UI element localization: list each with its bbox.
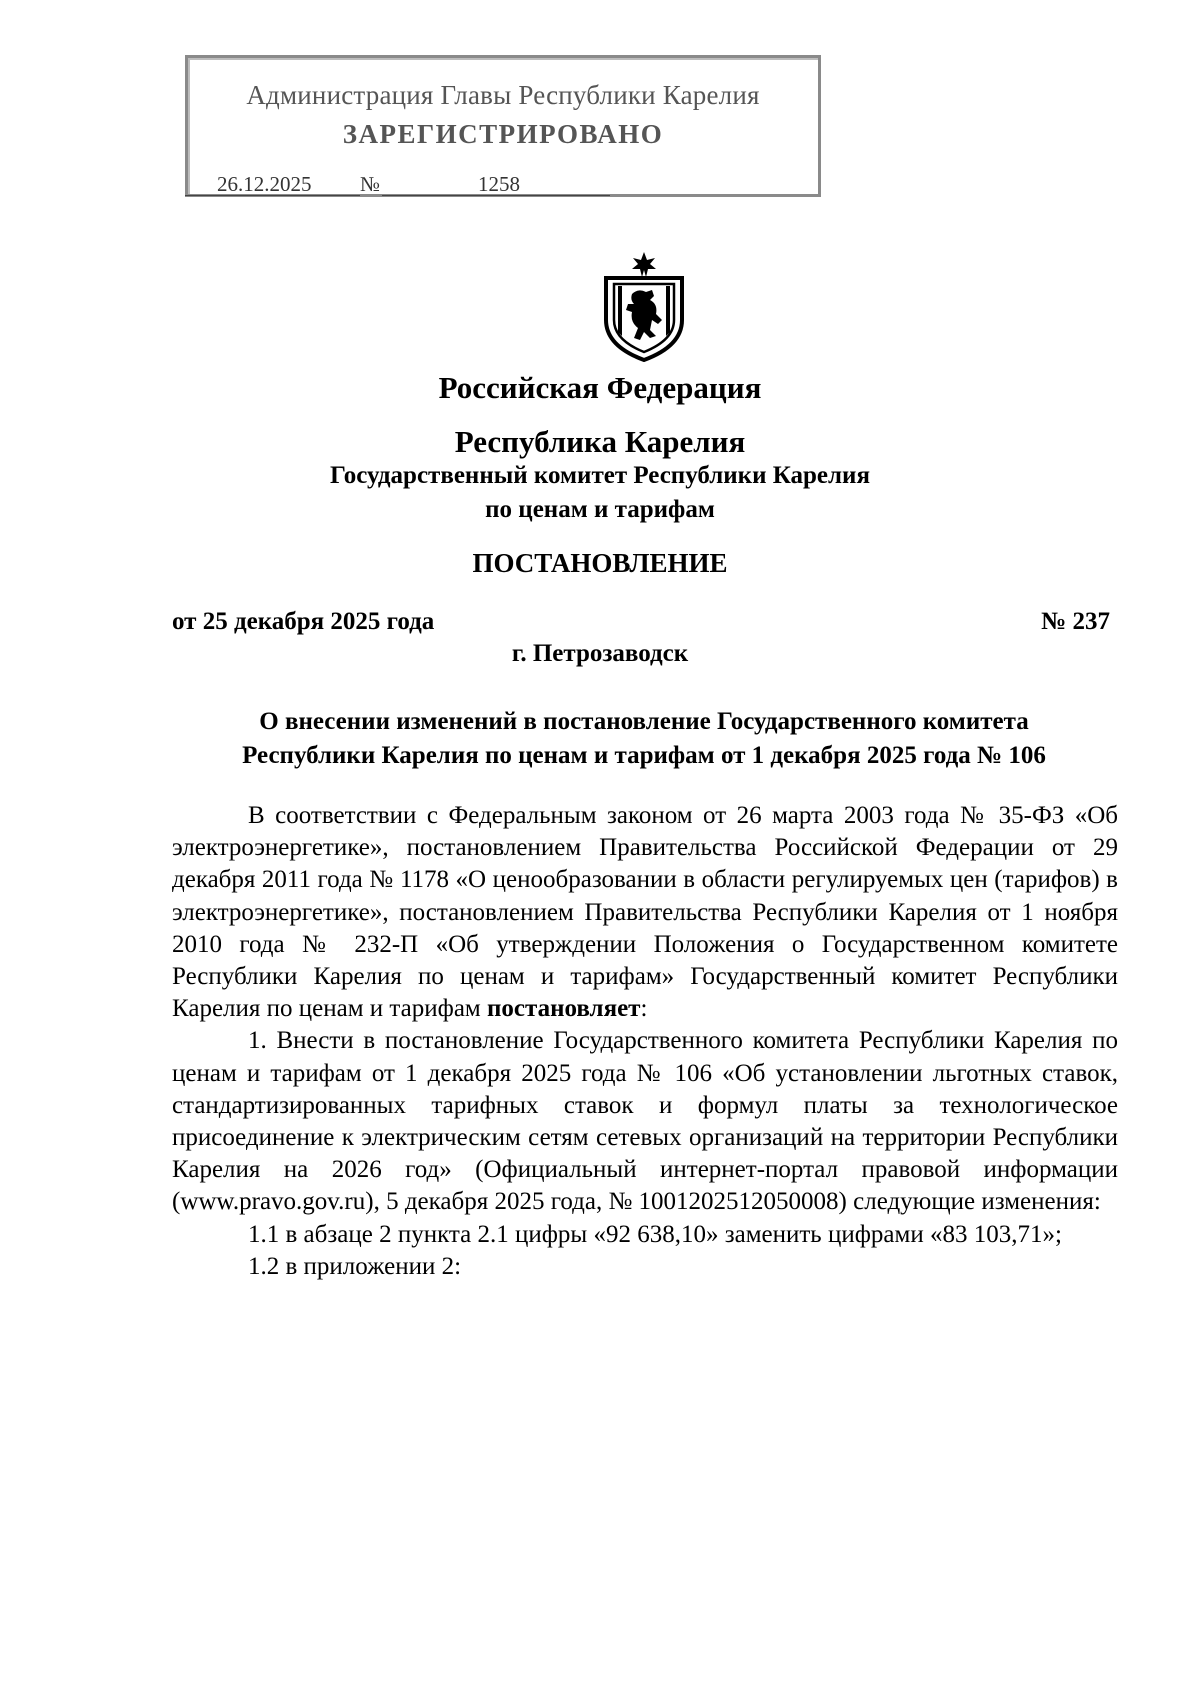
document-date: от 25 декабря 2025 года — [172, 608, 435, 635]
stamp-status: ЗАРЕГИСТРИРОВАНО — [342, 119, 664, 149]
region-title: Республика Карелия — [454, 424, 746, 459]
registration-date: 26.12.2025 — [185, 172, 360, 196]
document-number: № 237 — [1041, 608, 1110, 635]
document-subject — [160, 705, 1128, 773]
subject-line2: Республики Карелия по ценам и тарифам от 1 декабря 2025 года № 106 — [242, 742, 1046, 769]
document-body — [172, 800, 1118, 1283]
document-city: г. Петрозаводск — [511, 640, 689, 667]
committee-title-line1: Государственный комитет Республики Карелия — [330, 462, 870, 489]
clause-1-1: 1.1 в абзаце 2 пункта 2.1 цифры «92 638,10» заменить цифрами «83 103,71»; — [248, 1220, 1062, 1248]
registration-number-sign: № — [360, 172, 381, 196]
committee-title-line2: по ценам и тарифам — [485, 496, 715, 523]
country-title: Российская Федерация — [438, 370, 762, 405]
subject-line1: О внесении изменений в постановление Государственного комитета — [259, 708, 1029, 735]
clause-1: 1. Внести в постановление Государственного комитета Республики Карелия по ценам и тарифам от 1 декабря 2025 года № 106 «Об установлении льготных ставок, стандартизированных тарифных ставок и формул платы за технологическое присоединение к электрическим сетям сетевых организаций на территории Республики Карелия на 2026 год» (Официальный интернет-портал правовой информации (www.pravo.gov.ru), 5 декабря 2025 года, № 1001202512050008) следующие изменения: — [172, 1027, 1118, 1216]
karelia-coat-of-arms-icon — [598, 250, 690, 362]
preamble-text: В соответствии с Федеральным законом от 26 марта 2003 года № 35-ФЗ «Об электроэнергетике», постановлением Правительства Российской Федерации от 29 декабря 2011 года № 1178 «О ценообразовании в области регулируемых цен (тарифов) в электроэнергетике», постановлением Правительства Республики Карелия от 1 ноября 2010 года № 232-П «Об утверждении Положения о Государственном комитете Республики Карелия по ценам и тарифам» Государственный комитет Республики Карелия по ценам и тарифам — [172, 802, 1118, 1023]
resolves-word: постановляет — [487, 995, 641, 1023]
preamble-paragraph — [172, 800, 1118, 1025]
preamble-end: : — [640, 995, 648, 1023]
registration-number: 1258 — [382, 172, 610, 196]
stamp-organization: Администрация Главы Республики Карелия — [246, 80, 760, 110]
document-type: ПОСТАНОВЛЕНИЕ — [472, 548, 728, 578]
clause-1-2: 1.2 в приложении 2: — [248, 1252, 462, 1280]
